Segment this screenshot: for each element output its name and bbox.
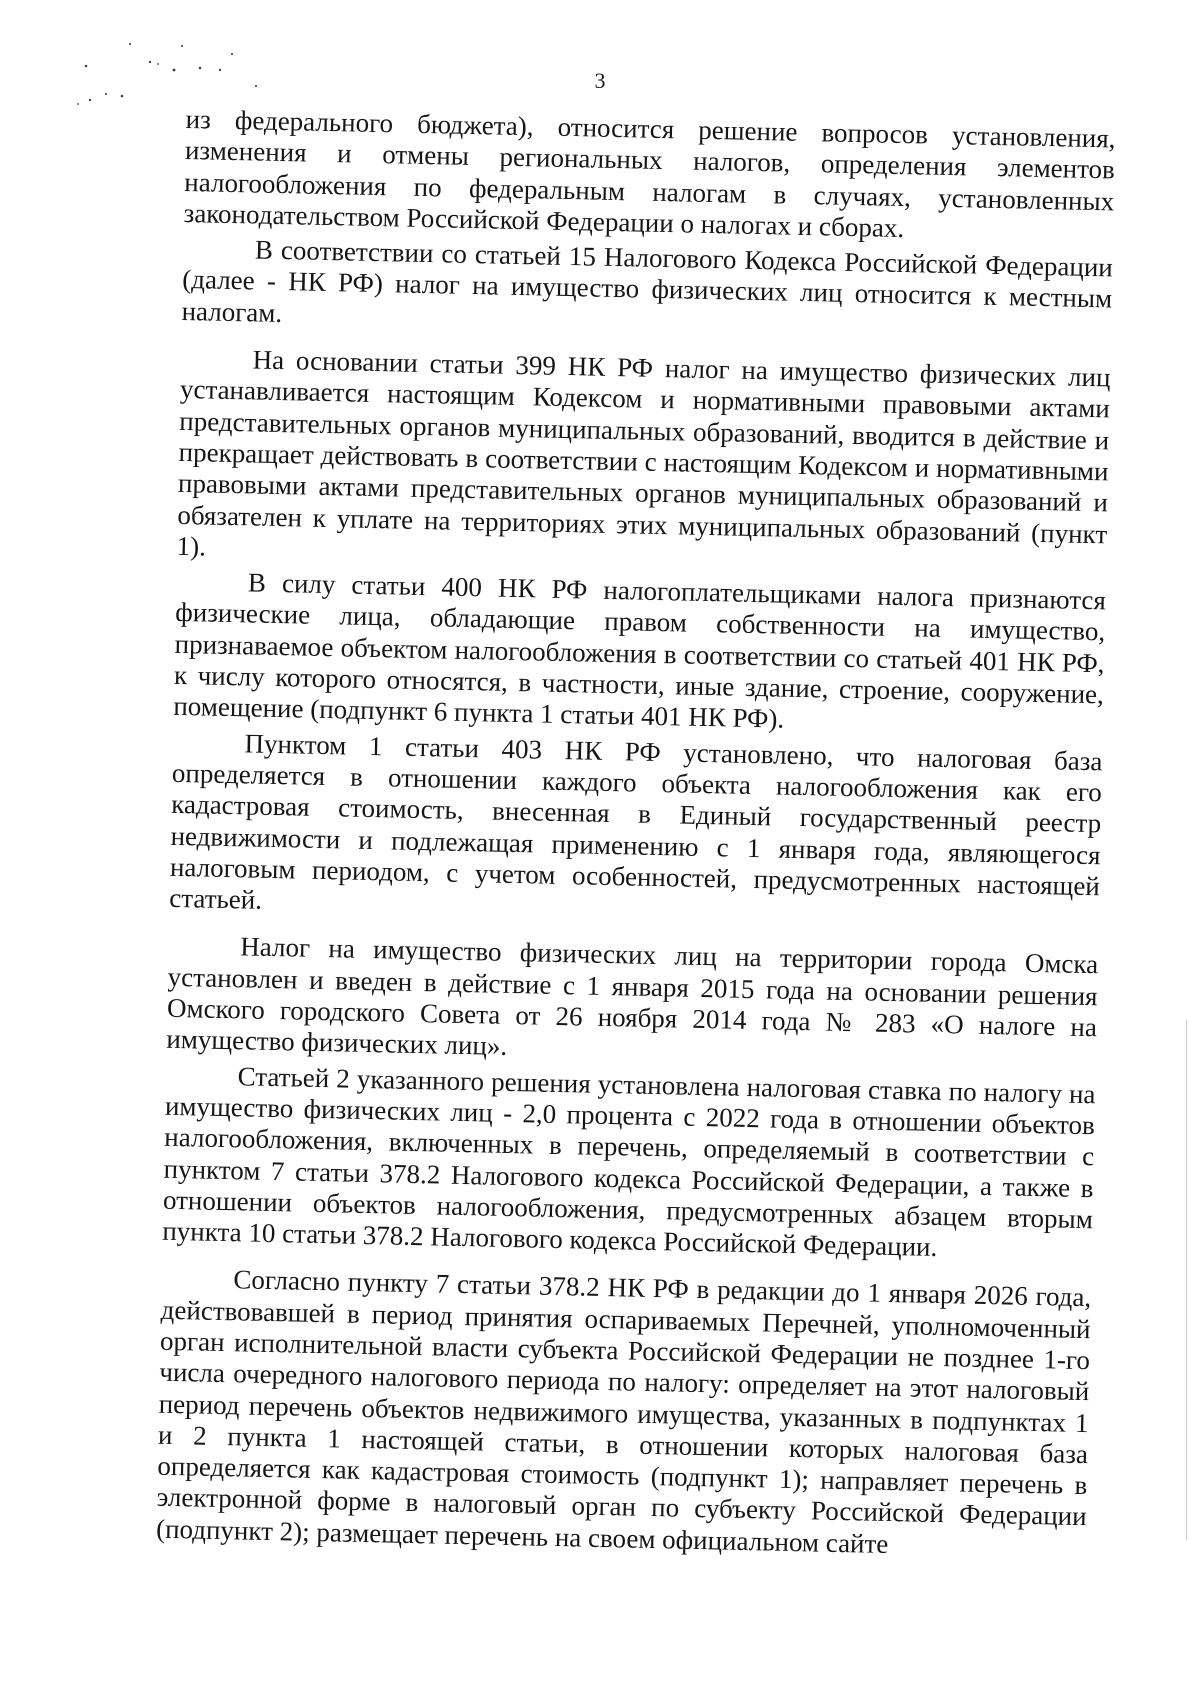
paragraph: На основании статьи 399 НК РФ налог на имущество физических лиц устанавливается настоящим Кодексом и нормативными правовыми актами представительных органов муниципальных образований, вводится в действие и прекращает действовать в соответствии с настоящим Кодексом и нормативными правовыми актами представительных органов муниципальных образований и обязателен к уплате на территориях этих муниципальных образований (пункт 1). [176, 344, 1111, 562]
paragraph-continued: из федерального бюджета), относится решение вопросов установления, изменения и отмены региональных налогов, определения элементов налогообложения по федеральным налогам в случаях, установленных законодательством Российской Федерации о налогах и сборах. [183, 104, 1116, 243]
paragraph: Согласно пункту 7 статьи 378.2 НК РФ в редакции до 1 января 2026 года, действовавшей в период принятия оспариваемых Перечней, уполномоченный орган исполнительной власти субъекта Российской Федерации не позднее 1-го числа очередного налогового периода по налогу: определяет на этот налоговый период перечень объектов недвижимого имущества, указанных в подпунктах 1 и 2 пункта 1 настоящей статьи, в отношении которых налоговая база определяется как кадастровая стоимость (подпункт 1); направляет перечень в электронной форме в налоговый орган по субъекту Российской Федерации (подпункт 2); размещает перечень на своем официальном сайте [155, 1264, 1092, 1559]
paragraph: Налог на имущество физических лиц на территории города Омска установлен и введен в действие с 1 января 2015 года на основании решения Омского городского Совета от 26 ноября 2014 года № 283 «О налоге на имущество физических лиц». [166, 931, 1099, 1062]
paragraph: В соответствии со статьей 15 Налогового Кодекса Российской Федерации (далее - НК РФ) налог на имущество физических лиц относится к местным налогам. [181, 234, 1114, 328]
paragraph: Пунктом 1 статьи 403 НК РФ установлено, что налоговая база определяется в отношении каждого объекта налогообложения как его кадастровая стоимость, внесенная в Единый государственный реестр недвижимости и подлежащая применению с 1 января года, являющегося налоговым периодом, с учетом особенностей, предусмотренных настоящей статьей. [169, 728, 1103, 915]
paragraph: В силу статьи 400 НК РФ налогоплательщиками налога признаются физические лица, обладающие правом собственности на имущество, признаваемое объектом налогообложения в соответствии со статьей 401 НК РФ, к числу которого относятся, в частности, иные здание, строение, сооружение, помещение (подпункт 6 пункта 1 статьи 401 НК РФ). [173, 567, 1107, 735]
document-body [156, 104, 1116, 1564]
page-number: 3 [594, 68, 606, 93]
scan-edge-line [1186, 1020, 1187, 1540]
paragraph: Статьей 2 указанного решения установлена налоговая ставка по налогу на имущество физических лиц - 2,0 процента с 2022 года в отношении объектов налогообложения, включенных в перечень, определяемый в соответствии с пунктом 7 статьи 378.2 Налогового кодекса Российской Федерации, а также в отношении объектов налогообложения, предусмотренных абзацем вторым пункта 10 статьи 378.2 Налогового кодекса Российской Федерации. [162, 1060, 1096, 1263]
